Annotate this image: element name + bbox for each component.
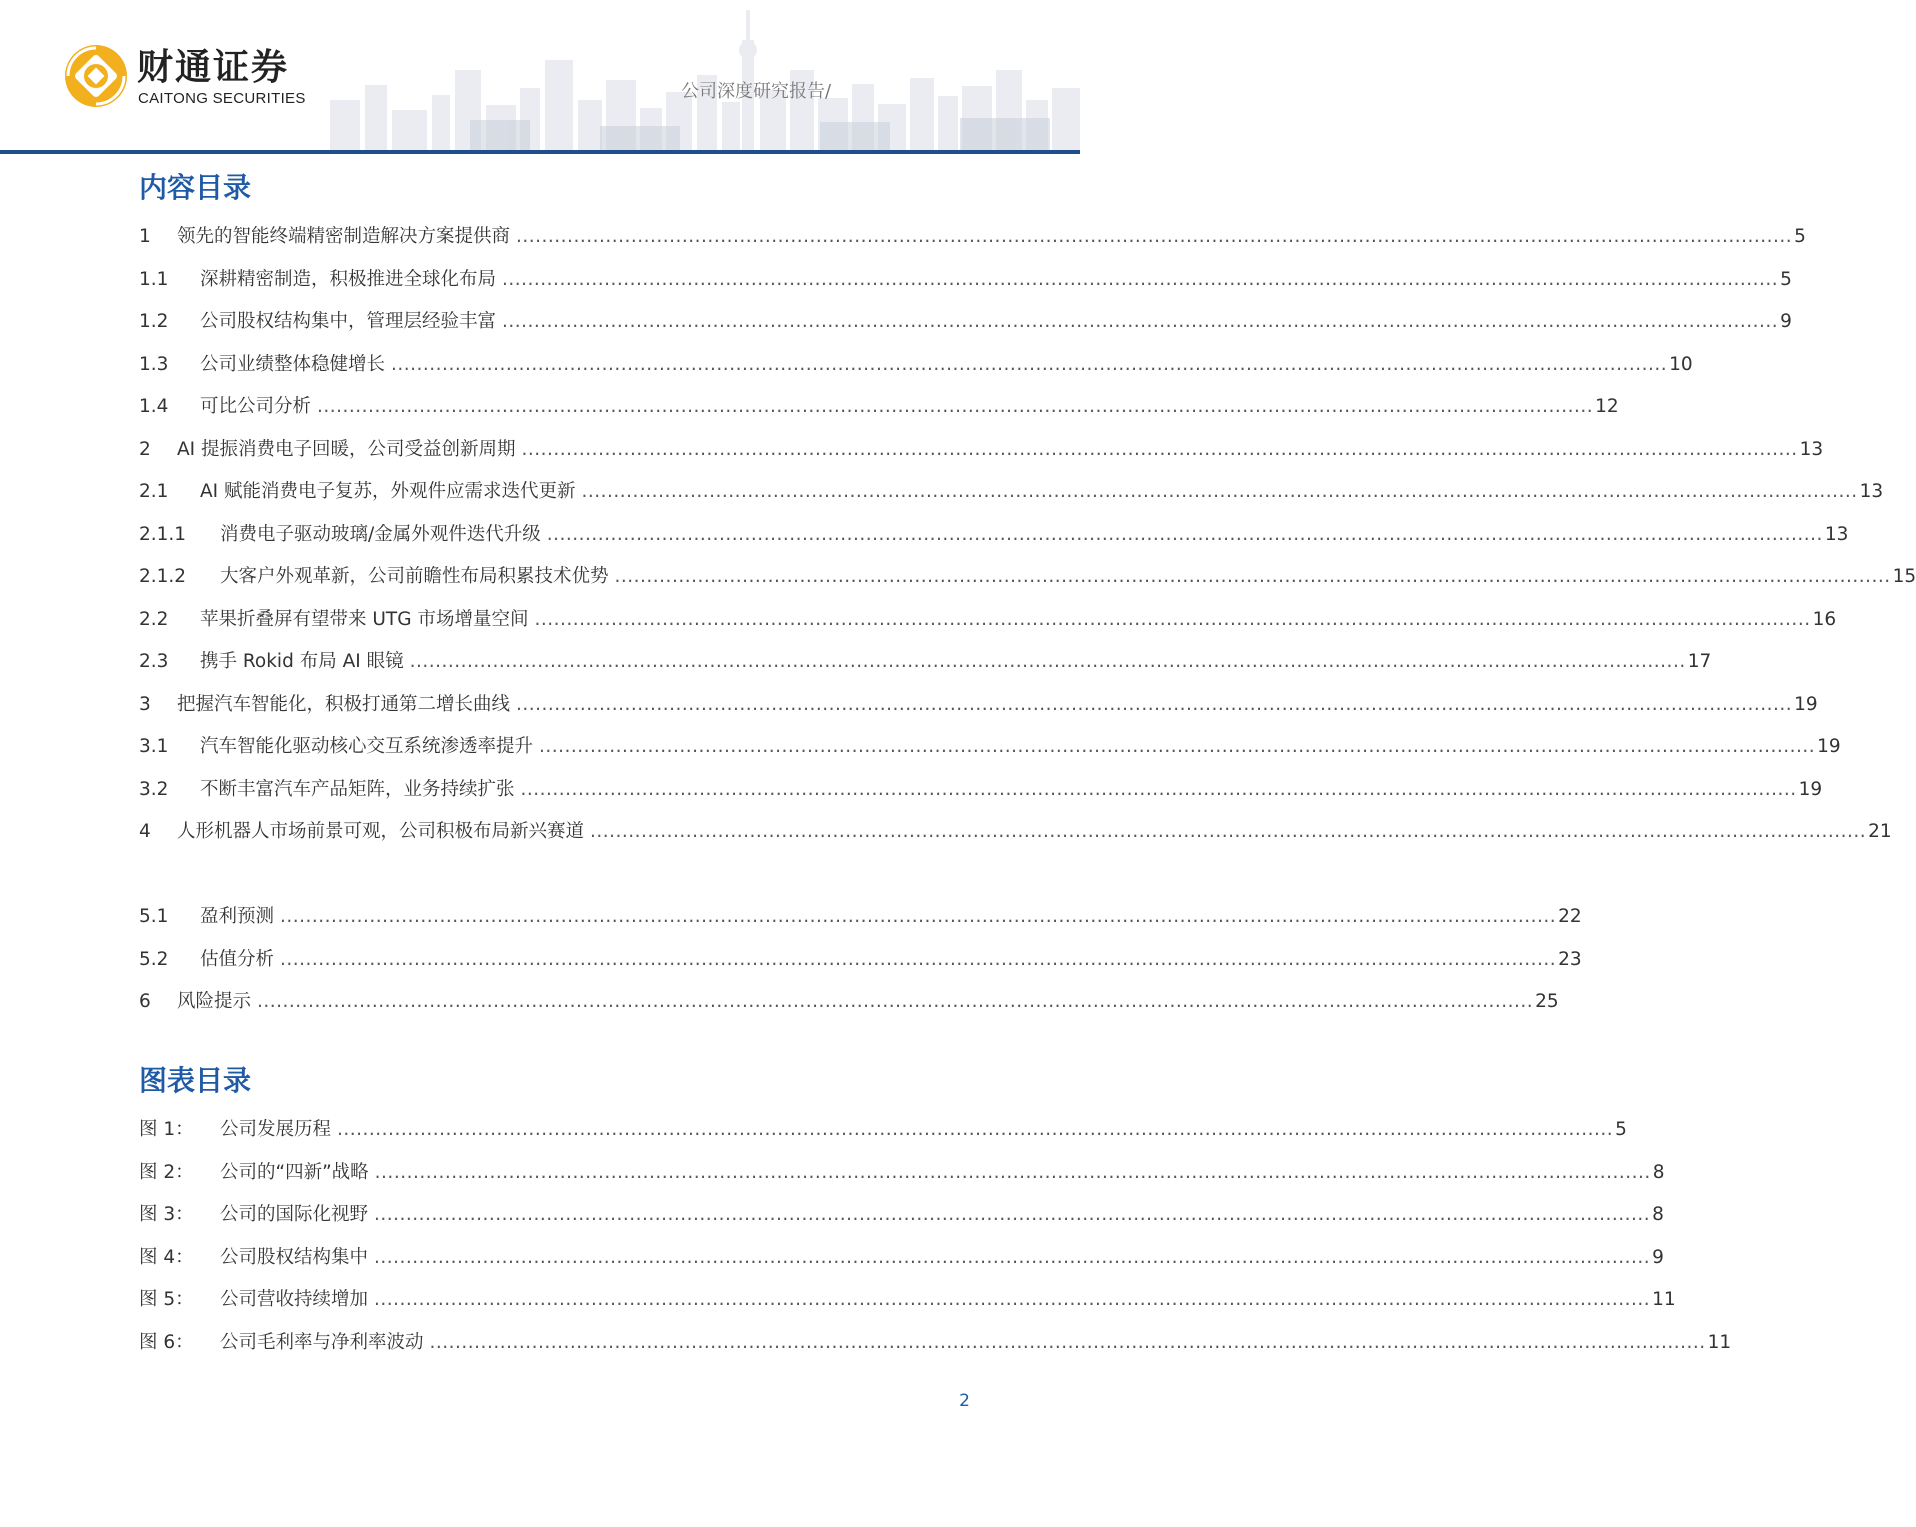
toc-entry-page: 12 xyxy=(1595,396,1619,417)
toc-leader-dots: ........................................................................................................................................................................................................ xyxy=(614,566,1891,587)
toc-entry-number: 2.1 xyxy=(139,481,169,502)
toc-entry-page: 19 xyxy=(1798,778,1823,800)
toc-leader-dots: ........................................................................................................................................................................................................ xyxy=(317,396,1594,417)
figure-entry-page: 8 xyxy=(1652,1161,1665,1183)
figure-entry-label: 公司营收持续增加 xyxy=(220,1289,369,1310)
toc-entry[interactable] xyxy=(139,902,1582,932)
toc-entry-page: 21 xyxy=(1868,821,1892,842)
toc-leader-dots: ........................................................................................................................................................................................................ xyxy=(391,353,1668,375)
toc-entry-label: 苹果折叠屏有望带来 UTG 市场增量空间 xyxy=(200,608,529,630)
figure-entry-label: 公司的“四新”战略 xyxy=(220,1161,369,1183)
figure-entry-label: 公司的国际化视野 xyxy=(220,1204,369,1225)
toc-entry[interactable] xyxy=(139,392,1619,422)
toc-entry[interactable] xyxy=(139,222,1806,252)
toc-entry[interactable] xyxy=(139,775,1823,805)
toc-leader-dots: ........................................................................................................................................................................................................ xyxy=(257,991,1534,1012)
toc-entry-label: 估值分析 xyxy=(200,948,275,970)
toc-entry-page: 15 xyxy=(1892,566,1916,587)
toc-entry-label: 消费电子驱动玻璃/金属外观件迭代升级 xyxy=(220,523,541,545)
figure-entry-number: 图 5： xyxy=(139,1289,194,1310)
toc-leader-dots: ........................................................................................................................................................................................................ xyxy=(502,268,1779,290)
toc-leader-dots: ........................................................................................................................................................................................................ xyxy=(374,1289,1651,1310)
toc-entry-number: 1.2 xyxy=(139,311,169,332)
toc-entry[interactable] xyxy=(139,605,1837,635)
toc-entry-label: 盈利预测 xyxy=(200,906,275,927)
toc-entry-page: 5 xyxy=(1794,226,1806,247)
toc-entry-page: 22 xyxy=(1558,906,1582,927)
toc-entry-number: 4 xyxy=(139,821,151,842)
toc-entry[interactable] xyxy=(139,690,1818,720)
toc-entry-label: 汽车智能化驱动核心交互系统渗透率提升 xyxy=(200,736,534,757)
toc-entry[interactable] xyxy=(139,520,1849,550)
figure-entry-number: 图 1： xyxy=(139,1119,194,1140)
toc-entry-label: 公司业绩整体稳健增长 xyxy=(200,353,386,375)
figure-entry-page: 9 xyxy=(1652,1246,1664,1268)
toc-leader-dots: ........................................................................................................................................................................................................ xyxy=(546,523,1823,545)
toc-entry-page: 13 xyxy=(1824,523,1849,545)
toc-entry-label: 公司股权结构集中，管理层经验丰富 xyxy=(200,311,497,332)
toc-entry-label: AI 赋能消费电子复苏，外观件应需求迭代更新 xyxy=(200,481,576,502)
figure-entry[interactable] xyxy=(139,1243,1664,1273)
toc-entry-page: 13 xyxy=(1799,438,1824,460)
toc-entry-page: 17 xyxy=(1687,651,1712,672)
toc-entry-number: 2.1.1 xyxy=(139,523,187,545)
toc-entry-label: 可比公司分析 xyxy=(200,396,312,417)
contents-title: 内容目录 xyxy=(139,171,252,204)
toc-entry-page: 13 xyxy=(1859,481,1884,502)
toc-entry-label: 把握汽车智能化，积极打通第二增长曲线 xyxy=(177,693,511,715)
figure-entry-page: 5 xyxy=(1615,1119,1627,1140)
toc-entry[interactable] xyxy=(139,945,1582,975)
figure-entry[interactable] xyxy=(139,1328,1732,1358)
toc-entry-number: 2.1.2 xyxy=(139,566,187,587)
toc-entry-number: 3.2 xyxy=(139,778,169,800)
toc-entry-label: 不断丰富汽车产品矩阵，业务持续扩张 xyxy=(200,778,515,800)
toc-entry-number: 2.2 xyxy=(139,608,169,630)
toc-entry-label: 深耕精密制造，积极推进全球化布局 xyxy=(200,268,497,290)
toc-entry[interactable] xyxy=(139,817,1892,847)
caitong-logo-icon xyxy=(62,42,130,110)
figure-entry-number: 图 4： xyxy=(139,1246,194,1268)
toc-leader-dots: ........................................................................................................................................................................................................ xyxy=(337,1119,1614,1140)
toc-entry[interactable] xyxy=(139,647,1712,677)
figure-entry[interactable] xyxy=(139,1200,1664,1230)
toc-leader-dots: ........................................................................................................................................................................................................ xyxy=(280,906,1557,927)
toc-entry-number: 2 xyxy=(139,438,151,460)
toc-entry[interactable] xyxy=(139,307,1792,337)
figures-title: 图表目录 xyxy=(139,1064,252,1097)
figure-entry-page: 8 xyxy=(1652,1204,1664,1225)
toc-leader-dots: ........................................................................................................................................................................................................ xyxy=(521,438,1798,460)
toc-leader-dots: ........................................................................................................................................................................................................ xyxy=(581,481,1858,502)
toc-entry-label: 风险提示 xyxy=(177,991,252,1012)
toc-leader-dots: ........................................................................................................................................................................................................ xyxy=(516,226,1793,247)
figure-entry[interactable] xyxy=(139,1158,1665,1188)
toc-entry-number: 1.4 xyxy=(139,396,169,417)
toc-entry-page: 5 xyxy=(1780,268,1792,290)
toc-entry-number: 5.2 xyxy=(139,948,169,970)
toc-leader-dots: ........................................................................................................................................................................................................ xyxy=(534,608,1811,630)
toc-leader-dots: ........................................................................................................................................................................................................ xyxy=(409,651,1686,672)
toc-entry-number: 3 xyxy=(139,693,151,715)
toc-entry-page: 19 xyxy=(1794,693,1818,715)
toc-entry[interactable] xyxy=(139,477,1884,507)
toc-leader-dots: ........................................................................................................................................................................................................ xyxy=(520,778,1797,800)
figure-entry[interactable] xyxy=(139,1115,1627,1145)
toc-entry-page: 9 xyxy=(1780,311,1792,332)
toc-entry-label: AI 提振消费电子回暖，公司受益创新周期 xyxy=(177,438,516,460)
brand-name-cn: 财通证券 xyxy=(137,47,290,88)
figure-entry-number: 图 2： xyxy=(139,1161,194,1183)
figure-entry-label: 公司发展历程 xyxy=(220,1119,332,1140)
page-number: 2 xyxy=(959,1391,970,1411)
header-divider xyxy=(0,150,1080,154)
toc-entry-page: 23 xyxy=(1558,948,1582,970)
toc-entry[interactable] xyxy=(139,265,1792,295)
toc-entry-number: 5.1 xyxy=(139,906,169,927)
figure-entry-label: 公司毛利率与净利率波动 xyxy=(220,1331,424,1353)
toc-entry-label: 人形机器人市场前景可观，公司积极布局新兴赛道 xyxy=(177,821,585,842)
brand-name-en: CAITONG SECURITIES xyxy=(138,90,306,107)
figure-entry-number: 图 3： xyxy=(139,1204,194,1225)
toc-leader-dots: ........................................................................................................................................................................................................ xyxy=(374,1204,1651,1225)
toc-entry[interactable] xyxy=(139,562,1916,592)
report-type: 公司深度研究报告/ xyxy=(681,81,832,102)
toc-leader-dots: ........................................................................................................................................................................................................ xyxy=(374,1246,1651,1268)
toc-entry-page: 25 xyxy=(1535,991,1559,1012)
figure-entry-page: 11 xyxy=(1707,1331,1732,1353)
toc-entry-page: 19 xyxy=(1817,736,1841,757)
toc-entry-page: 16 xyxy=(1812,608,1837,630)
figure-entry-label: 公司股权结构集中 xyxy=(220,1246,369,1268)
toc-entry[interactable] xyxy=(139,435,1824,465)
toc-entry-number: 6 xyxy=(139,991,151,1012)
toc-entry-number: 1.3 xyxy=(139,353,169,375)
toc-leader-dots: ........................................................................................................................................................................................................ xyxy=(590,821,1867,842)
figure-entry[interactable] xyxy=(139,1285,1676,1315)
toc-entry-number: 2.3 xyxy=(139,651,169,672)
toc-leader-dots: ........................................................................................................................................................................................................ xyxy=(374,1161,1651,1183)
toc-leader-dots: ........................................................................................................................................................................................................ xyxy=(516,693,1793,715)
page-header xyxy=(0,0,1080,158)
toc-entry-label: 携手 Rokid 布局 AI 眼镜 xyxy=(200,651,404,672)
figure-entry-page: 11 xyxy=(1652,1289,1676,1310)
toc-leader-dots: ........................................................................................................................................................................................................ xyxy=(502,311,1779,332)
toc-entry[interactable] xyxy=(139,987,1559,1017)
toc-entry-page: 10 xyxy=(1669,353,1693,375)
toc-entry[interactable] xyxy=(139,350,1693,380)
toc-leader-dots: ........................................................................................................................................................................................................ xyxy=(429,1331,1706,1353)
toc-leader-dots: ........................................................................................................................................................................................................ xyxy=(280,948,1557,970)
toc-entry-number: 1 xyxy=(139,226,151,247)
toc-entry[interactable] xyxy=(139,732,1841,762)
toc-entry-number: 3.1 xyxy=(139,736,169,757)
toc-leader-dots: ........................................................................................................................................................................................................ xyxy=(539,736,1816,757)
toc-entry-label: 领先的智能终端精密制造解决方案提供商 xyxy=(177,226,511,247)
figure-entry-number: 图 6： xyxy=(139,1331,194,1353)
toc-entry-label: 大客户外观革新，公司前瞻性布局积累技术优势 xyxy=(220,566,609,587)
toc-entry-number: 1.1 xyxy=(139,268,169,290)
